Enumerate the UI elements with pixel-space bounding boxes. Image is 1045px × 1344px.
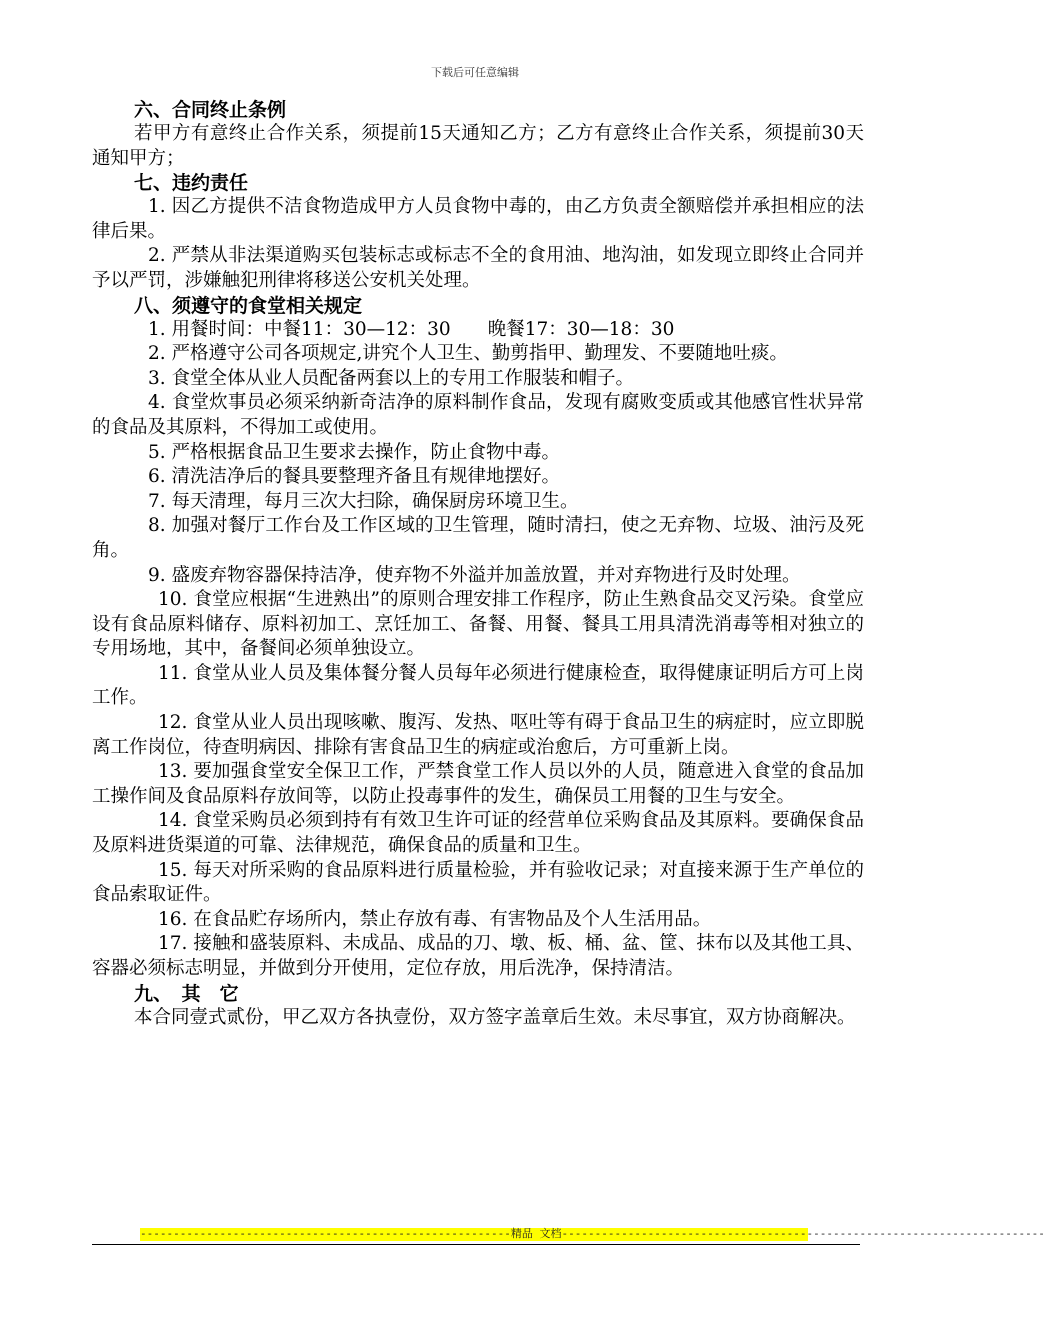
section-8-item-4: 4. 食堂炊事员必须采纳新奇洁净的原料制作食品，发现有腐败变质或其他感官性状异常的食品及其原料，不得加工或使用。: [92, 392, 864, 438]
section-8-item-1: 1. 用餐时间：中餐11：30—12：30 晚餐17：30—18：30: [148, 318, 675, 340]
section-8-item-9: 9. 盛废弃物容器保持洁净，使弃物不外溢并加盖放置，并对弃物进行及时处理。: [148, 564, 801, 586]
footer-rule: [92, 1244, 860, 1245]
section-6-heading: 六、合同终止条例: [134, 99, 287, 121]
section-8-item-3: 3. 食堂全体从业人员配备两套以上的专用工作服装和帽子。: [148, 367, 635, 389]
section-8-item-13: 13. 要加强食堂安全保卫工作，严禁食堂工作人员以外的人员，随意进入食堂的食品加工操作间及食品原料存放间等，以防止投毒事件的发生，确保员工用餐的卫生与安全。: [92, 761, 864, 807]
document-body: [92, 98, 864, 1030]
section-8-item-11: 11. 食堂从业人员及集体餐分餐人员每年必须进行健康检查，取得健康证明后方可上岗工作。: [92, 662, 864, 709]
section-7-heading: 七、违约责任: [134, 172, 249, 195]
section-8-item-12: 12. 食堂从业人员出现咳嗽、腹泻、发热、呕吐等有碍于食品卫生的病症时，应立即脱离工作岗位，待查明病因、排除有害食品卫生的病症或治愈后，方可重新上岗。: [92, 712, 864, 758]
section-7-item-2: 2. 严禁从非法渠道购买包装标志或标志不全的食用油、地沟油，如发现立即终止合同并予以严罚，涉嫌触犯刑律将移送公安机关处理。: [92, 245, 864, 291]
section-8-item-14: 14. 食堂采购员必须到持有有效卫生许可证的经营单位采购食品及其原料。要确保食品及原料进货渠道的可靠、法律规范，确保食品的质量和卫生。: [92, 810, 864, 857]
section-8-item-16: 16. 在食品贮存场所内，禁止存放有毒、有害物品及个人生活用品。: [158, 908, 712, 930]
section-8-item-6: 6. 清洗洁净后的餐具要整理齐备且有规律地摆好。: [148, 466, 561, 488]
section-8-item-10: 10. 食堂应根据“生进熟出”的原则合理安排工作程序，防止生熟食品交叉污染。食堂应设有食品原料储存、原料初加工、烹饪加工、备餐、用餐、餐具工用具清洗消毒等相对独立的专用场地，其中，备餐间必须单独设立。: [92, 589, 864, 660]
page-header-note: 下载后可任意编辑: [431, 66, 519, 79]
section-8-item-15: 15. 每天对所采购的食品原料进行质量检验，并有验收记录；对直接来源于生产单位的食品索取证件。: [92, 859, 864, 906]
section-8-heading: 八、须遵守的食堂相关规定: [134, 294, 363, 317]
section-8-item-8: 8. 加强对餐厅工作台及工作区域的卫生管理，随时清扫，使之无弃物、垃圾、油污及死角。: [92, 515, 864, 561]
section-8-item-5: 5. 严格根据食品卫生要求去操作，防止食物中毒。: [148, 441, 561, 463]
section-7-item-1: 1. 因乙方提供不洁食物造成甲方人员食物中毒的，由乙方负责全额赔偿并承担相应的法律后果。: [92, 196, 864, 242]
section-6-paragraph: 若甲方有意终止合作关系，须提前15天通知乙方；乙方有意终止合作关系，须提前30天通知甲方；: [92, 123, 864, 169]
section-8-item-2: 2. 严格遵守公司各项规定,讲究个人卫生、勤剪指甲、勤理发、不要随地吐痰。: [148, 343, 788, 365]
section-9-heading: 九、 其 它: [134, 982, 239, 1005]
section-8-item-17: 17. 接触和盛装原料、未成品、成品的刀、墩、板、桶、盆、筐、抹布以及其他工具、容器必须标志明显，并做到分开使用，定位存放，用后洗净，保持清洁。: [92, 933, 864, 979]
footer-label: --------------------------------------------------------精品 文档-------------------------------------------------------------------------: [140, 1227, 1045, 1240]
section-8-item-7: 7. 每天清理，每月三次大扫除，确保厨房环境卫生。: [148, 490, 579, 512]
section-9-paragraph: 本合同壹式贰份，甲乙双方各执壹份，双方签字盖章后生效。未尽事宜，双方协商解决。: [134, 1006, 856, 1028]
